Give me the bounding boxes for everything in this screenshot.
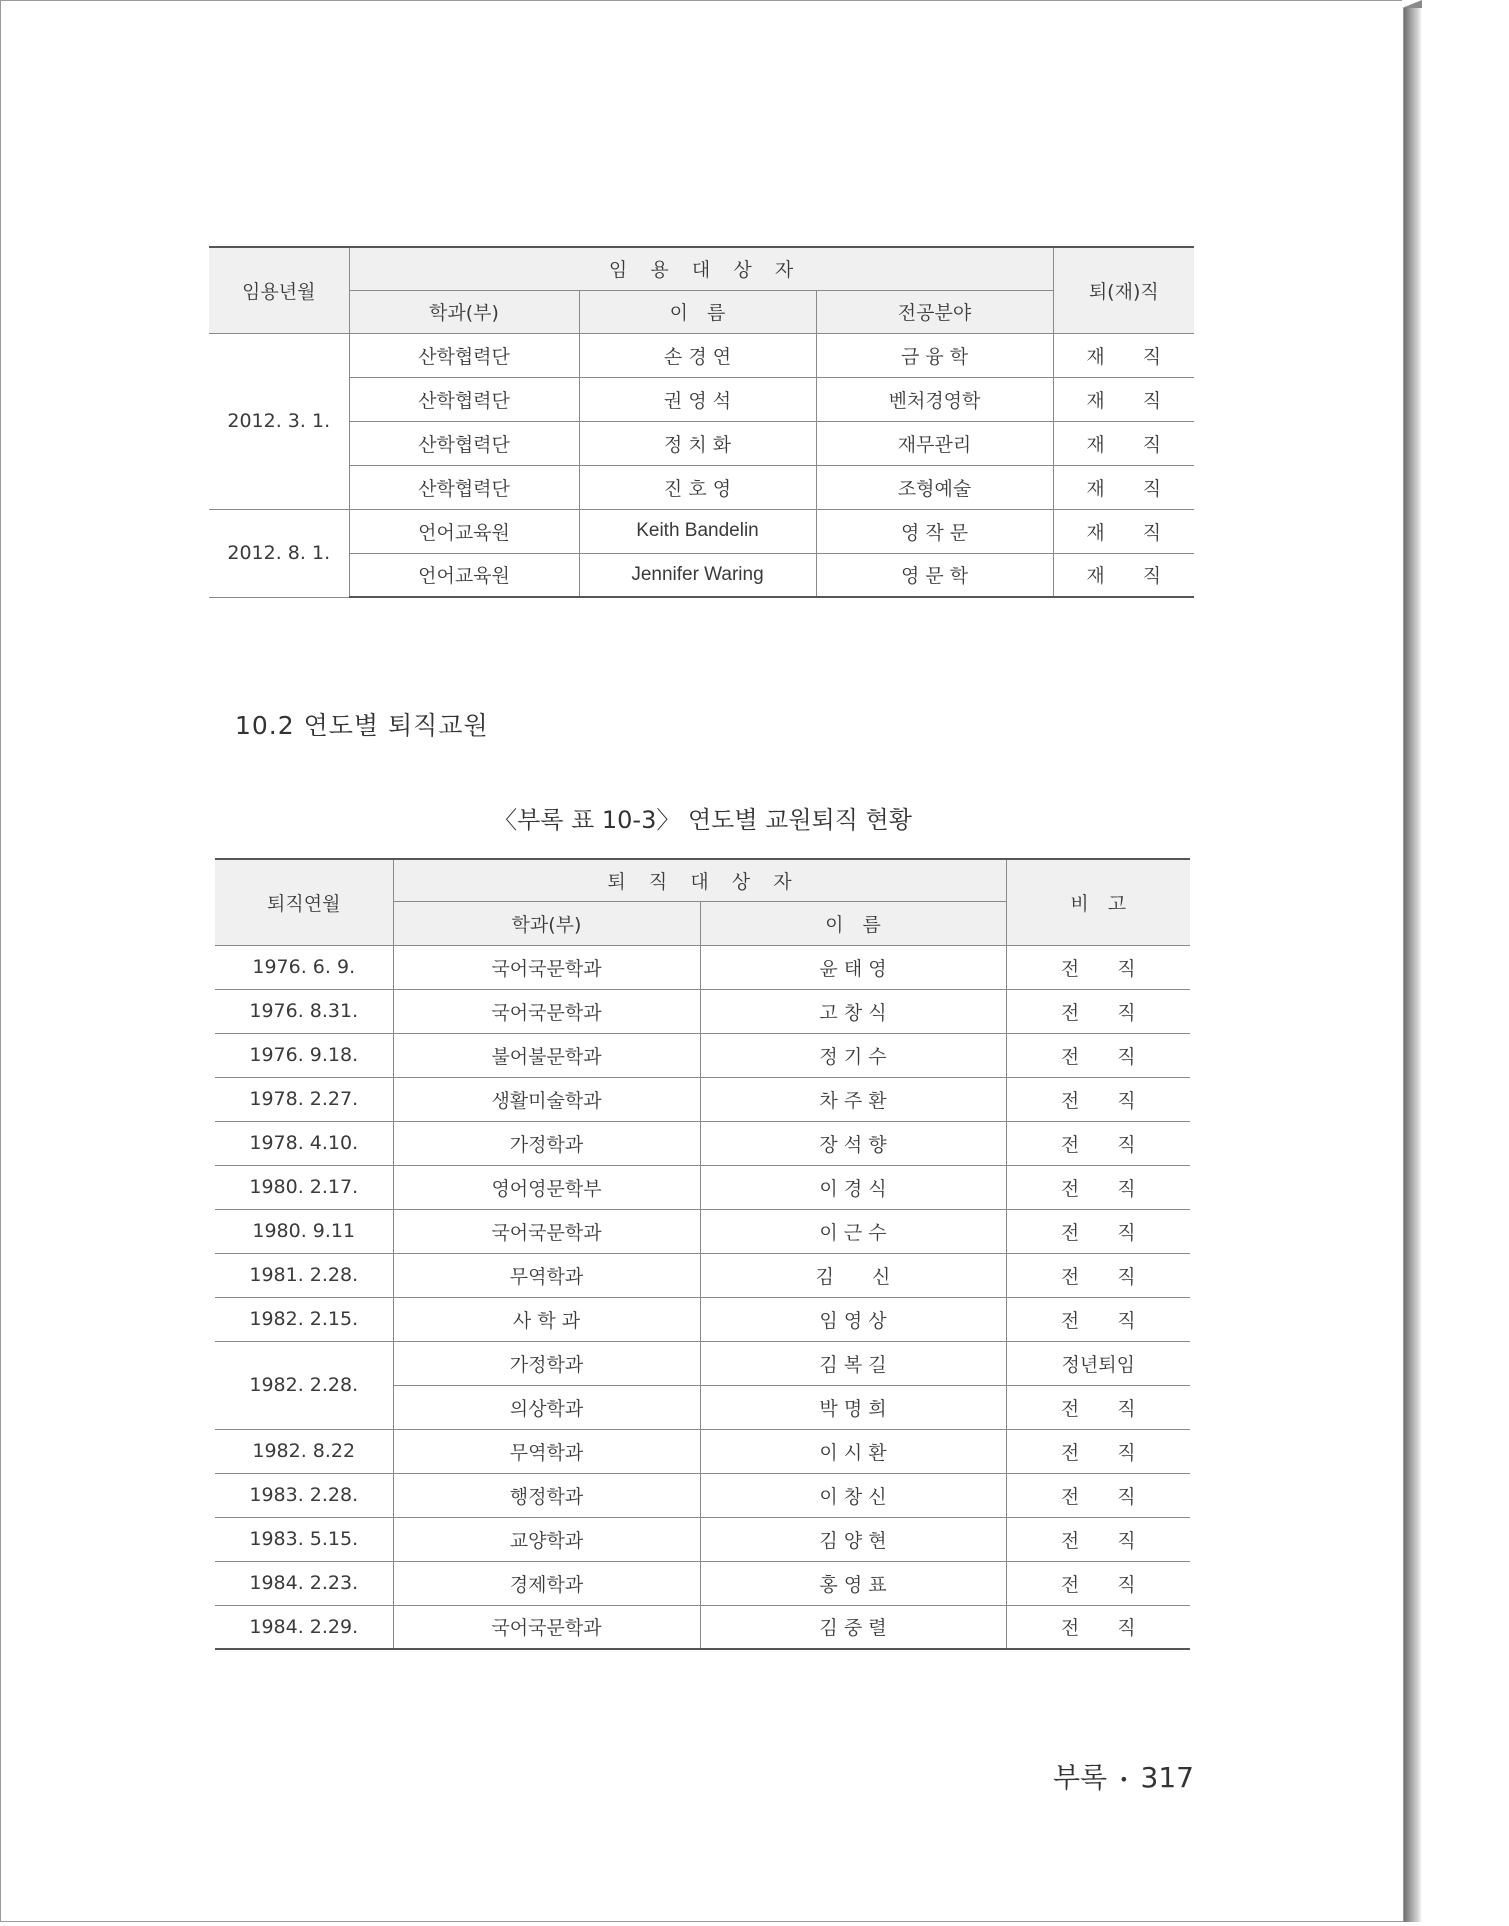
retire-date-cell: 1982. 2.15. [215,1297,393,1341]
name-cell: 장 석 향 [700,1121,1006,1165]
name-cell: 이 근 수 [700,1209,1006,1253]
retire-date-cell: 1983. 5.15. [215,1517,393,1561]
retire-date-cell: 1982. 8.22 [215,1429,393,1473]
status-cell: 재 직 [1053,509,1194,553]
page-footer [1053,1756,1194,1796]
appointment-table [209,246,1194,598]
name-cell: 이 경 식 [700,1165,1006,1209]
note-cell: 전 직 [1006,1473,1190,1517]
retire-date-cell: 1978. 2.27. [215,1077,393,1121]
header-appointment-date: 임용년월 [209,247,349,333]
note-cell: 전 직 [1006,989,1190,1033]
dept-cell: 언어교육원 [349,509,579,553]
table-row [209,509,1194,553]
header-name: 이 름 [700,901,1006,945]
table-row [215,1517,1190,1561]
field-cell: 영 문 학 [816,553,1053,597]
note-cell: 전 직 [1006,1165,1190,1209]
note-cell: 전 직 [1006,1561,1190,1605]
appointment-date-cell: 2012. 3. 1. [209,333,349,509]
dept-cell: 행정학과 [393,1473,700,1517]
dept-cell: 영어영문학부 [393,1165,700,1209]
retire-date-cell: 1980. 9.11 [215,1209,393,1253]
field-cell: 조형예술 [816,465,1053,509]
header-status: 퇴(재)직 [1053,247,1194,333]
dept-cell: 국어국문학과 [393,1209,700,1253]
page-number: 317 [1140,1761,1194,1794]
table-row [215,1429,1190,1473]
header-retire-group: 퇴 직 대 상 자 [393,859,1006,901]
table-row [209,377,1194,421]
table-row [215,1341,1190,1385]
table-caption: 〈부록 표 10-3〉 연도별 교원퇴직 현황 [493,806,912,834]
header-dept: 학과(부) [393,901,700,945]
name-cell: 정 기 수 [700,1033,1006,1077]
retire-date-cell: 1984. 2.29. [215,1605,393,1649]
retire-date-cell: 1976. 8.31. [215,989,393,1033]
table-row [215,1033,1190,1077]
name-cell: 차 주 환 [700,1077,1006,1121]
name-cell: 손 경 연 [579,333,816,377]
dept-cell: 의상학과 [393,1385,700,1429]
table-row [215,989,1190,1033]
name-cell: 김 복 길 [700,1341,1006,1385]
note-cell: 전 직 [1006,1297,1190,1341]
status-cell: 재 직 [1053,465,1194,509]
dept-cell: 산학협력단 [349,333,579,377]
table-row [215,1209,1190,1253]
table-row [215,1077,1190,1121]
table-row [215,1297,1190,1341]
name-cell: 박 명 희 [700,1385,1006,1429]
dept-cell: 국어국문학과 [393,1605,700,1649]
name-cell: 이 시 환 [700,1429,1006,1473]
dept-cell: 가정학과 [393,1121,700,1165]
note-cell: 전 직 [1006,1121,1190,1165]
table-row [215,1473,1190,1517]
note-cell: 전 직 [1006,1209,1190,1253]
dept-cell: 생활미술학과 [393,1077,700,1121]
header-name: 이 름 [579,290,816,333]
dept-cell: 언어교육원 [349,553,579,597]
dept-cell: 산학협력단 [349,421,579,465]
retirement-table [215,858,1190,1650]
footer-label: 부록 [1053,1761,1108,1794]
retire-date-cell: 1976. 9.18. [215,1033,393,1077]
name-cell: 김 중 렬 [700,1605,1006,1649]
page-edge-shadow [1404,4,1422,1922]
dept-cell: 무역학과 [393,1253,700,1297]
name-cell: 윤 태 영 [700,945,1006,989]
name-cell: 진 호 영 [579,465,816,509]
retire-date-cell: 1983. 2.28. [215,1473,393,1517]
field-cell: 재무관리 [816,421,1053,465]
table-row [215,1253,1190,1297]
status-cell: 재 직 [1053,377,1194,421]
status-cell: 재 직 [1053,553,1194,597]
name-cell: Jennifer Waring [579,553,816,597]
status-cell: 재 직 [1053,333,1194,377]
footer-bullet: • [1119,1769,1129,1789]
field-cell: 벤처경영학 [816,377,1053,421]
retire-date-cell: 1984. 2.23. [215,1561,393,1605]
name-cell: 고 창 식 [700,989,1006,1033]
retire-date-cell: 1976. 6. 9. [215,945,393,989]
dept-cell: 불어불문학과 [393,1033,700,1077]
dept-cell: 국어국문학과 [393,945,700,989]
note-cell: 전 직 [1006,1033,1190,1077]
dept-cell: 산학협력단 [349,465,579,509]
dept-cell: 무역학과 [393,1429,700,1473]
name-cell: 정 치 화 [579,421,816,465]
note-cell: 정년퇴임 [1006,1341,1190,1385]
note-cell: 전 직 [1006,1077,1190,1121]
dept-cell: 국어국문학과 [393,989,700,1033]
name-cell: 임 영 상 [700,1297,1006,1341]
name-cell: 김 양 현 [700,1517,1006,1561]
note-cell: 전 직 [1006,1385,1190,1429]
note-cell: 전 직 [1006,1605,1190,1649]
page-corner-fold [1402,0,1422,8]
note-cell: 전 직 [1006,945,1190,989]
status-cell: 재 직 [1053,421,1194,465]
note-cell: 전 직 [1006,1429,1190,1473]
table-row [215,945,1190,989]
table-row [209,465,1194,509]
header-retire-date: 퇴직연월 [215,859,393,945]
note-cell: 전 직 [1006,1517,1190,1561]
dept-cell: 교양학과 [393,1517,700,1561]
name-cell: 권 영 석 [579,377,816,421]
table-row [215,1605,1190,1649]
table-row [209,553,1194,597]
name-cell: Keith Bandelin [579,509,816,553]
dept-cell: 사 학 과 [393,1297,700,1341]
name-cell: 김 신 [700,1253,1006,1297]
dept-cell: 경제학과 [393,1561,700,1605]
name-cell: 이 창 신 [700,1473,1006,1517]
retire-date-cell: 1980. 2.17. [215,1165,393,1209]
header-dept: 학과(부) [349,290,579,333]
header-note: 비 고 [1006,859,1190,945]
retire-date-cell: 1982. 2.28. [215,1341,393,1429]
dept-cell: 산학협력단 [349,377,579,421]
retire-date-cell: 1978. 4.10. [215,1121,393,1165]
table-row [209,421,1194,465]
table-row [215,1121,1190,1165]
section-heading: 10.2 연도별 퇴직교원 [235,711,489,740]
header-appointment-group: 임 용 대 상 자 [349,247,1053,290]
name-cell: 홍 영 표 [700,1561,1006,1605]
dept-cell: 가정학과 [393,1341,700,1385]
appointment-date-cell: 2012. 8. 1. [209,509,349,597]
header-field: 전공분야 [816,290,1053,333]
note-cell: 전 직 [1006,1253,1190,1297]
field-cell: 금 융 학 [816,333,1053,377]
table-row [215,1165,1190,1209]
table-row [215,1561,1190,1605]
retire-date-cell: 1981. 2.28. [215,1253,393,1297]
field-cell: 영 작 문 [816,509,1053,553]
table-row [209,333,1194,377]
